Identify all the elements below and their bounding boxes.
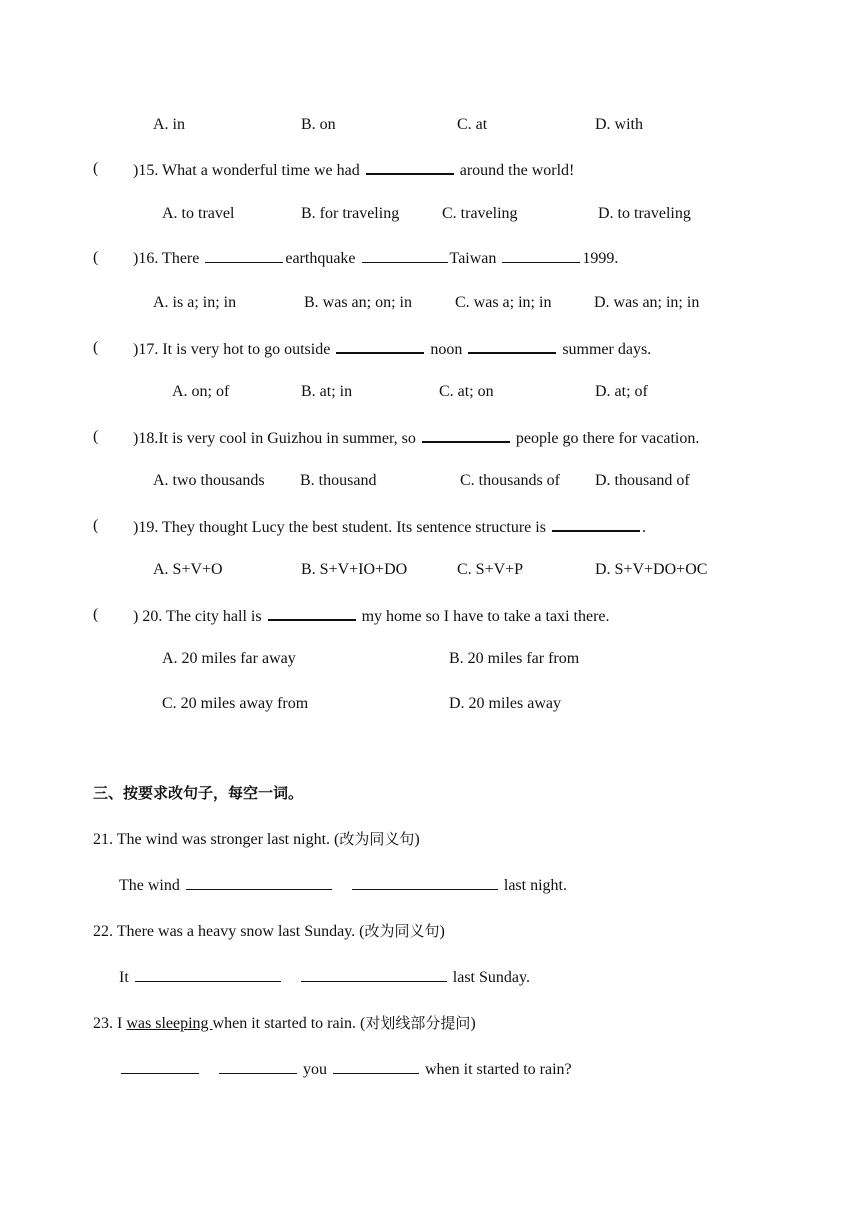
q22-blank-1[interactable]	[135, 967, 281, 982]
q19-option-d: D. S+V+DO+OC	[595, 561, 708, 578]
q16-blank-1[interactable]	[205, 248, 283, 263]
q19-option-b: B. S+V+IO+DO	[301, 561, 408, 578]
q19-option-a: A. S+V+O	[153, 561, 223, 578]
q17-blank-2[interactable]	[468, 338, 556, 354]
q22-answer-line: It last Sunday.	[119, 969, 530, 986]
q17-option-c: C. at; on	[439, 383, 494, 400]
q23-blank-1[interactable]	[121, 1059, 199, 1074]
q19-blank[interactable]	[552, 516, 640, 532]
q23-underlined-part: was sleeping	[126, 1015, 213, 1032]
q14-option-b: B. on	[301, 116, 336, 133]
q21-answer-line: The wind last night.	[119, 877, 567, 894]
q22-blank-2[interactable]	[301, 967, 447, 982]
q19-answer-paren[interactable]: (	[93, 517, 99, 534]
q15-question: )15. What a wonderful time we had around the world!	[133, 159, 574, 181]
q15-option-c: C. traveling	[442, 205, 518, 222]
q15-blank[interactable]	[366, 159, 454, 175]
q14-option-d: D. with	[595, 116, 643, 133]
q19-question: )19. They thought Lucy the best student. Its sentence structure is .	[133, 516, 646, 538]
q23-blank-2[interactable]	[219, 1059, 297, 1074]
q18-option-b: B. thousand	[300, 472, 377, 489]
q14-option-a: A. in	[153, 116, 185, 133]
q18-option-c: C. thousands of	[460, 472, 560, 489]
q17-option-b: B. at; in	[301, 383, 353, 400]
q20-option-b: B. 20 miles far from	[449, 650, 580, 667]
q23-answer-line: you when it started to rain?	[119, 1059, 572, 1080]
q15-answer-paren[interactable]: (	[93, 160, 99, 177]
q14-option-c: C. at	[457, 116, 488, 133]
q20-blank[interactable]	[268, 605, 356, 621]
q16-question: )16. There earthquake Taiwan 1999.	[133, 250, 619, 267]
q21-prompt: 21. The wind was stronger last night. (改为同义句)	[93, 830, 420, 848]
q17-option-d: D. at; of	[595, 383, 648, 400]
q17-answer-paren[interactable]: (	[93, 339, 99, 356]
q17-blank-1[interactable]	[336, 338, 424, 354]
q21-blank-2[interactable]	[352, 875, 498, 890]
q20-option-c: C. 20 miles away from	[162, 695, 309, 712]
q21-blank-1[interactable]	[186, 875, 332, 890]
q16-option-c: C. was a; in; in	[455, 294, 552, 311]
q20-option-d: D. 20 miles away	[449, 695, 561, 712]
q15-option-a: A. to travel	[162, 205, 235, 222]
q17-question: )17. It is very hot to go outside noon summer days.	[133, 338, 651, 360]
section-3-heading: 三、按要求改句子，每空一词。	[93, 784, 304, 802]
q20-option-a: A. 20 miles far away	[162, 650, 296, 667]
q18-option-d: D. thousand of	[595, 472, 690, 489]
q17-option-a: A. on; of	[172, 383, 230, 400]
q18-answer-paren[interactable]: (	[93, 428, 99, 445]
q15-option-b: B. for traveling	[301, 205, 400, 222]
q20-question: ) 20. The city hall is my home so I have to take a taxi there.	[133, 605, 610, 627]
q16-blank-3[interactable]	[502, 248, 580, 263]
q16-blank-2[interactable]	[362, 248, 448, 263]
q16-option-a: A. is a; in; in	[153, 294, 237, 311]
q20-answer-paren[interactable]: (	[93, 606, 99, 623]
q16-option-d: D. was an; in; in	[594, 294, 700, 311]
q18-question: )18.It is very cool in Guizhou in summer, so people go there for vacation.	[133, 427, 699, 449]
q16-option-b: B. was an; on; in	[304, 294, 412, 311]
q15-option-d: D. to traveling	[598, 205, 691, 222]
q23-prompt: 23. I was sleeping when it started to rain. (对划线部分提问)	[93, 1014, 476, 1032]
q18-option-a: A. two thousands	[153, 472, 265, 489]
q18-blank[interactable]	[422, 427, 510, 443]
q19-option-c: C. S+V+P	[457, 561, 524, 578]
q22-prompt: 22. There was a heavy snow last Sunday. (改为同义句)	[93, 922, 445, 940]
q16-answer-paren[interactable]: (	[93, 249, 99, 266]
q23-blank-3[interactable]	[333, 1059, 419, 1074]
